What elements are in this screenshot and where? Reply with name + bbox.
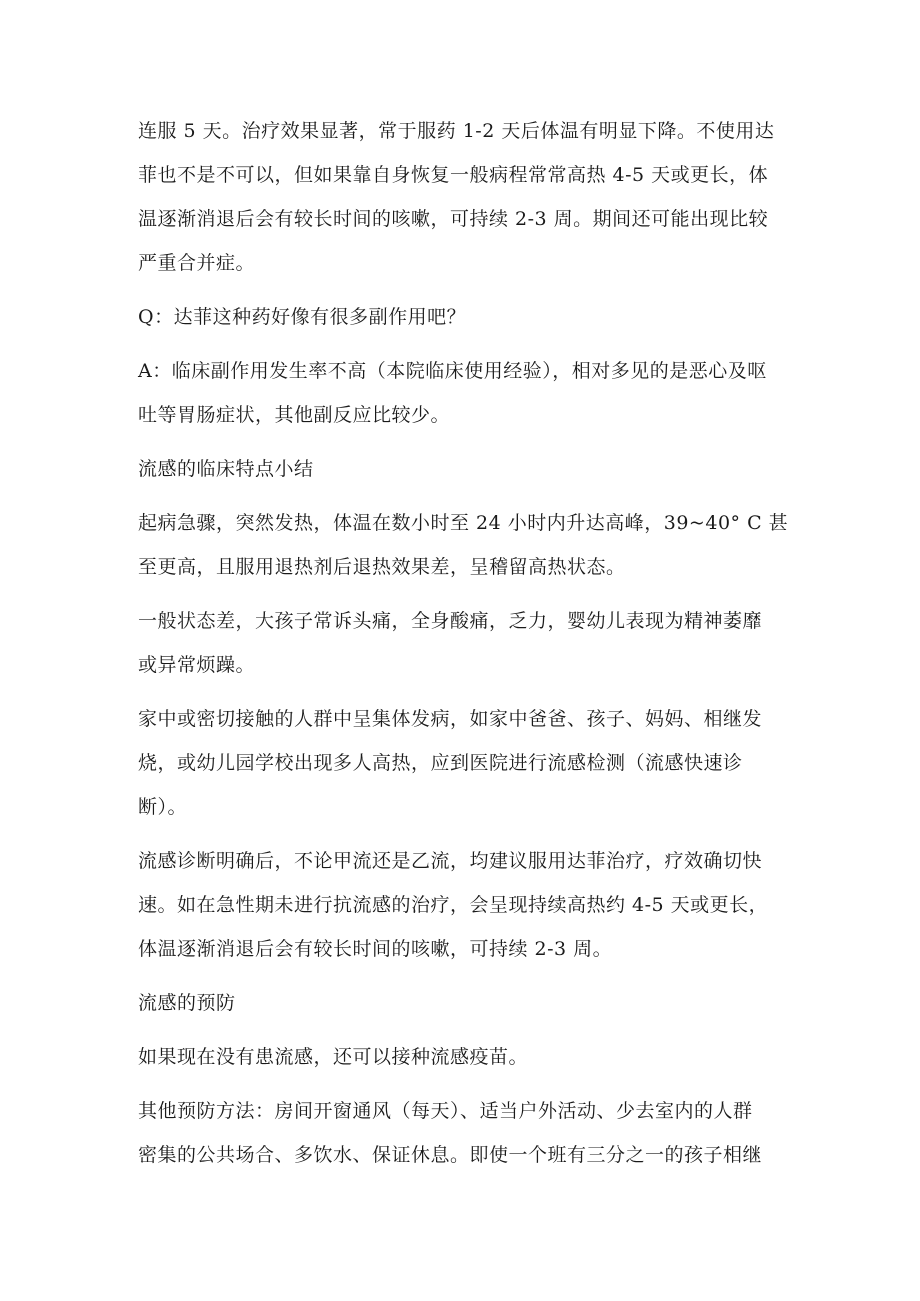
text-line: 或异常烦躁。: [138, 654, 256, 676]
text-line: 至更高，且服用退热剂后退热效果差，呈稽留高热状态。: [138, 556, 626, 578]
text-line: 菲也不是不可以，但如果靠自身恢复一般病程常常高热 4-5 天或更长，体: [138, 164, 769, 186]
paragraph: [138, 295, 798, 339]
paragraph: [138, 109, 798, 285]
section-heading: [138, 447, 798, 491]
paragraph: [138, 349, 798, 437]
text-line: 体温逐渐消退后会有较长时间的咳嗽，可持续 2-3 周。: [138, 938, 613, 960]
text-line: A：临床副作用发生率不高（本院临床使用经验），相对多见的是恶心及呕: [138, 360, 767, 382]
section-heading: [138, 981, 798, 1025]
text-line: 流感的预防: [138, 992, 236, 1014]
text-line: 家中或密切接触的人群中呈集体发病，如家中爸爸、孩子、妈妈、相继发: [138, 708, 763, 730]
text-line: 起病急骤，突然发热，体温在数小时至 24 小时内升达高峰，39~40° C 甚: [138, 512, 789, 534]
text-line: 密集的公共场合、多饮水、保证休息。即使一个班有三分之一的孩子相继: [138, 1144, 763, 1166]
text-line: 流感诊断明确后，不论甲流还是乙流，均建议服用达菲治疗，疗效确切快: [138, 850, 763, 872]
text-line: 断）。: [138, 796, 188, 818]
document-body: [138, 109, 798, 1187]
text-line: 其他预防方法：房间开窗通风（每天）、适当户外活动、少去室内的人群: [138, 1100, 753, 1122]
text-line: 烧，或幼儿园学校出现多人高热，应到医院进行流感检测（流感快速诊: [138, 752, 743, 774]
paragraph: [138, 839, 798, 971]
paragraph: [138, 501, 798, 589]
text-line: 连服 5 天。治疗效果显著，常于服药 1-2 天后体温有明显下降。不使用达: [138, 120, 775, 142]
paragraph: [138, 697, 798, 829]
text-line: 严重合并症。: [138, 252, 256, 274]
paragraph: [138, 599, 798, 687]
text-line: Q：达菲这种药好像有很多副作用吧？: [138, 306, 467, 328]
text-line: 流感的临床特点小结: [138, 458, 314, 480]
text-line: 吐等胃肠症状，其他副反应比较少。: [138, 404, 451, 426]
text-line: 如果现在没有患流感，还可以接种流感疫苗。: [138, 1046, 529, 1068]
text-line: 一般状态差，大孩子常诉头痛，全身酸痛，乏力，婴幼儿表现为精神萎靡: [138, 610, 763, 632]
text-line: 温逐渐消退后会有较长时间的咳嗽，可持续 2-3 周。期间还可能出现比较: [138, 208, 769, 230]
paragraph: [138, 1035, 798, 1079]
text-line: 速。如在急性期未进行抗流感的治疗，会呈现持续高热约 4-5 天或更长，: [138, 894, 769, 916]
paragraph: [138, 1089, 798, 1177]
